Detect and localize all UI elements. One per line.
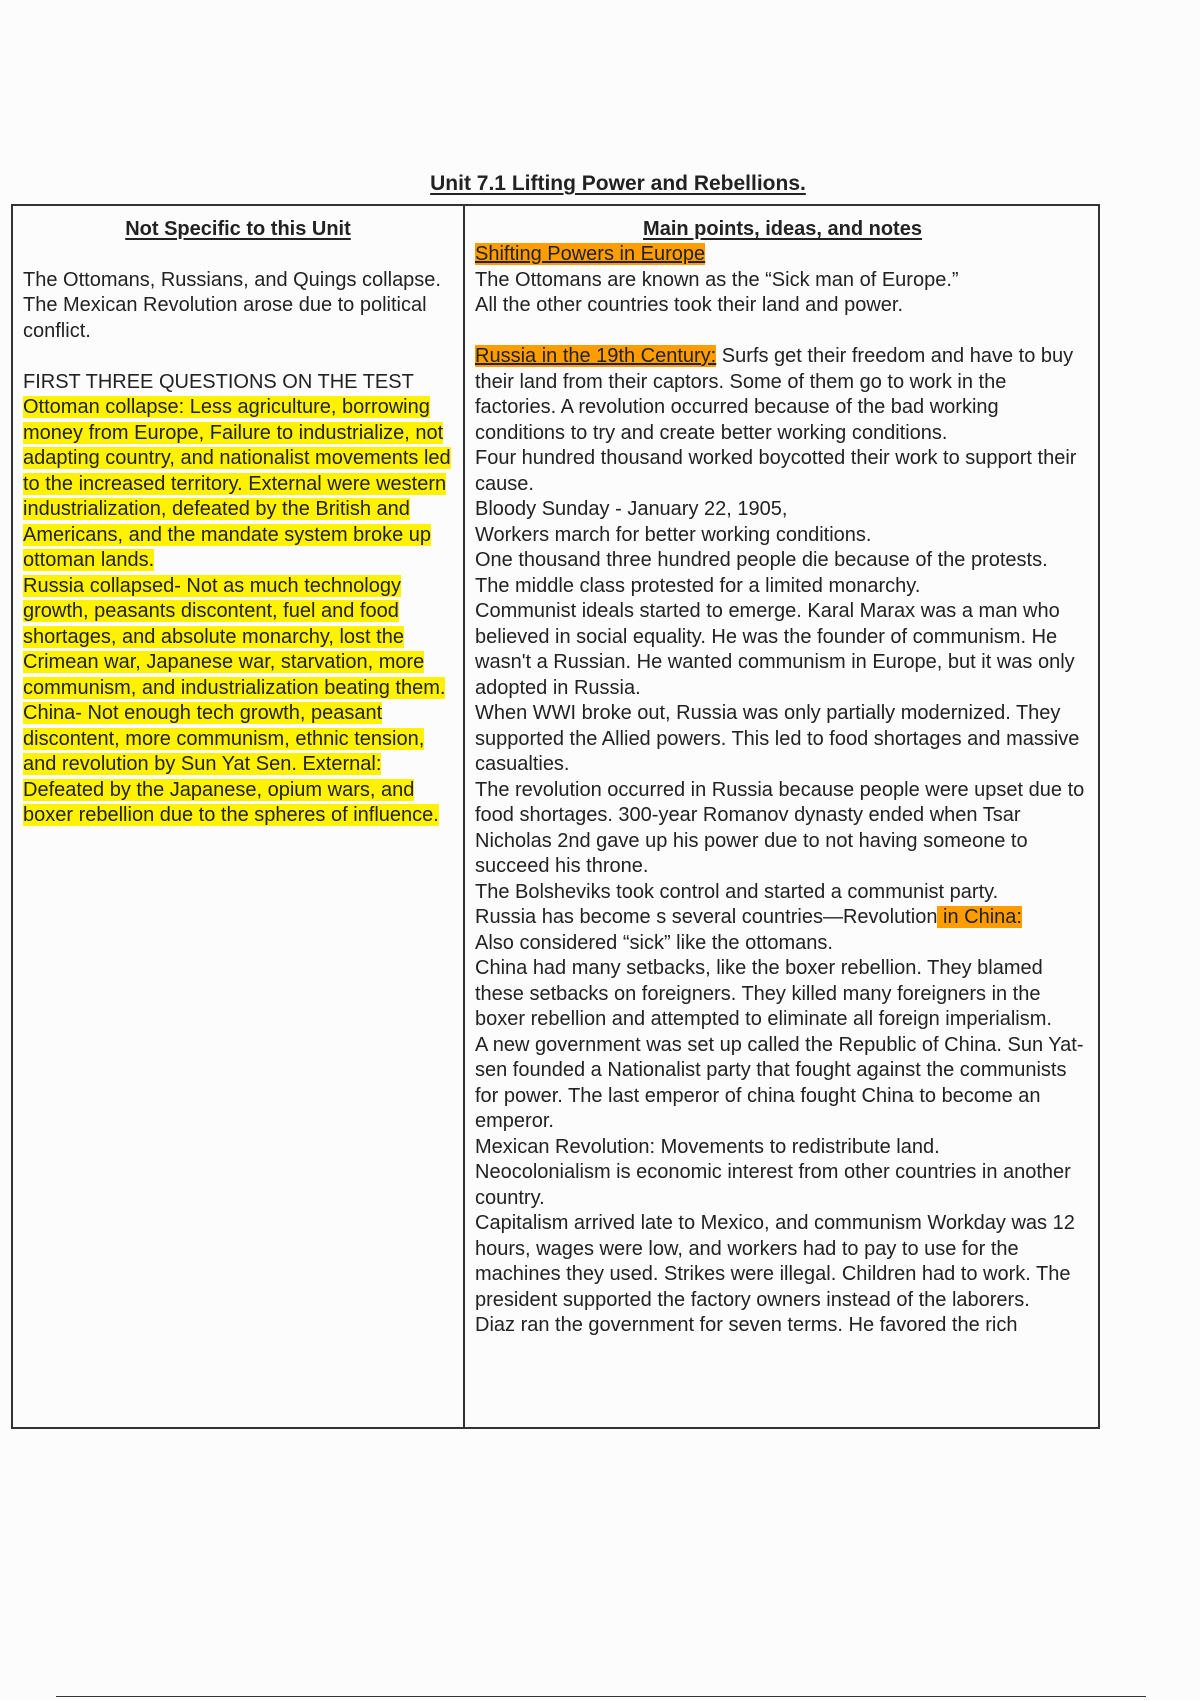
china-collapse-note bbox=[23, 701, 453, 829]
note-line: Communist ideals started to emerge. Karal Marax was a man who believed in social equality. He was the founder of communism. He wasn't a Russian. He wanted communism in Europe, but it was only adopted in Russia. bbox=[475, 600, 1075, 699]
note-line: One thousand three hundred people die because of the protests. bbox=[475, 549, 1048, 571]
footer-rule bbox=[56, 1696, 1146, 1697]
right-column-header: Main points, ideas, and notes bbox=[643, 218, 922, 240]
intro-line: The Ottomans, Russians, and Quings collapse. bbox=[23, 268, 441, 291]
note-line: The Bolsheviks took control and started a communist party. bbox=[475, 880, 999, 903]
main-notes-column bbox=[465, 206, 1098, 1427]
russia-intro: Surfs get their freedom and have to buy their land from their captors. Some of them go to work in the factories. A revolution occurred because of the bad working conditions to try and create better working conditions. bbox=[475, 345, 1074, 444]
left-column-header: Not Specific to this Unit bbox=[125, 218, 351, 240]
note-line: The Ottomans are known as the “Sick man of Europe.” bbox=[475, 268, 959, 291]
document-title: Unit 7.1 Lifting Power and Rebellions. bbox=[430, 172, 806, 195]
russia-section bbox=[475, 344, 1090, 446]
russia-collapse-note bbox=[23, 574, 453, 702]
section-heading bbox=[475, 242, 1090, 268]
note-line: The revolution occurred in Russia because people were upset due to food shortages. 300-year Romanov dynasty ended when Tsar Nicholas 2nd gave up his power due to not having someone to succeed his throne. bbox=[475, 778, 1085, 877]
note-line: Neocolonialism is economic interest from other countries in another country. bbox=[475, 1161, 1071, 1209]
note-line: Also considered “sick” like the ottomans. bbox=[475, 931, 833, 954]
china-heading: in China: bbox=[937, 906, 1022, 928]
highlighted-text: Russia collapsed- Not as much technology growth, peasants discontent, fuel and food shortages, and absolute monarchy, lost the Crimean war, Japanese war, starvation, more communism, and industrialization beating them. bbox=[23, 574, 446, 699]
test-heading: FIRST THREE QUESTIONS ON THE TEST bbox=[23, 370, 414, 393]
highlighted-text: China- Not enough tech growth, peasant discontent, more communism, ethnic tension, and revolution by Sun Yat Sen. External: Defeated by the Japanese, opium wars, and boxer rebellion due to the spheres of influence. bbox=[23, 702, 439, 826]
right-column-body bbox=[475, 242, 1090, 1339]
notes-table bbox=[11, 204, 1100, 1429]
left-column-body bbox=[23, 242, 453, 829]
note-line: Bloody Sunday - January 22, 1905, bbox=[475, 498, 788, 520]
note-line: Capitalism arrived late to Mexico, and communism Workday was 12 hours, wages were low, and workers had to pay to use for the machines they used. Strikes were illegal. Children had to work. The president supported the factory owners instead of the laborers. bbox=[475, 1212, 1075, 1311]
russia-split-text: Russia has become s several countries—Revolution bbox=[475, 906, 938, 928]
ottoman-collapse-note bbox=[23, 395, 453, 574]
note-line: Four hundred thousand worked boycotted their work to support their cause. bbox=[475, 447, 1077, 495]
note-line: The middle class protested for a limited monarchy. bbox=[475, 574, 921, 597]
note-line: When WWI broke out, Russia was only partially modernized. They supported the Allied powers. This led to food shortages and massive casualties. bbox=[475, 702, 1080, 775]
not-specific-column bbox=[13, 206, 465, 1427]
shifting-powers-heading: Shifting Powers in Europe bbox=[475, 243, 706, 265]
note-line: Mexican Revolution: Movements to redistribute land. bbox=[475, 1135, 940, 1158]
note-line: Workers march for better working conditions. bbox=[475, 523, 872, 546]
note-line: China had many setbacks, like the boxer rebellion. They blamed these setbacks on foreigners. They killed many foreigners in the boxer rebellion and attempted to eliminate all foreign imperialism. bbox=[475, 957, 1052, 1030]
note-line: Diaz ran the government for seven terms. He favored the rich bbox=[475, 1314, 1018, 1336]
russia-heading: Russia in the 19th Century: bbox=[475, 345, 717, 367]
highlighted-text: Ottoman collapse: Less agriculture, borrowing money from Europe, Failure to industrialize, not adapting country, and nationalist movements led to the increased territory. External were western industrialization, defeated by the British and Americans, and the mandate system broke up ottoman lands. bbox=[23, 396, 451, 571]
note-line: All the other countries took their land and power. bbox=[475, 294, 904, 316]
note-line: A new government was set up called the Republic of China. Sun Yat-sen founded a Nationalist party that fought against the communists for power. The last emperor of china fought China to become an emperor. bbox=[475, 1033, 1084, 1132]
china-section-line bbox=[475, 905, 1090, 931]
intro-line: The Mexican Revolution arose due to political conflict. bbox=[23, 294, 427, 342]
